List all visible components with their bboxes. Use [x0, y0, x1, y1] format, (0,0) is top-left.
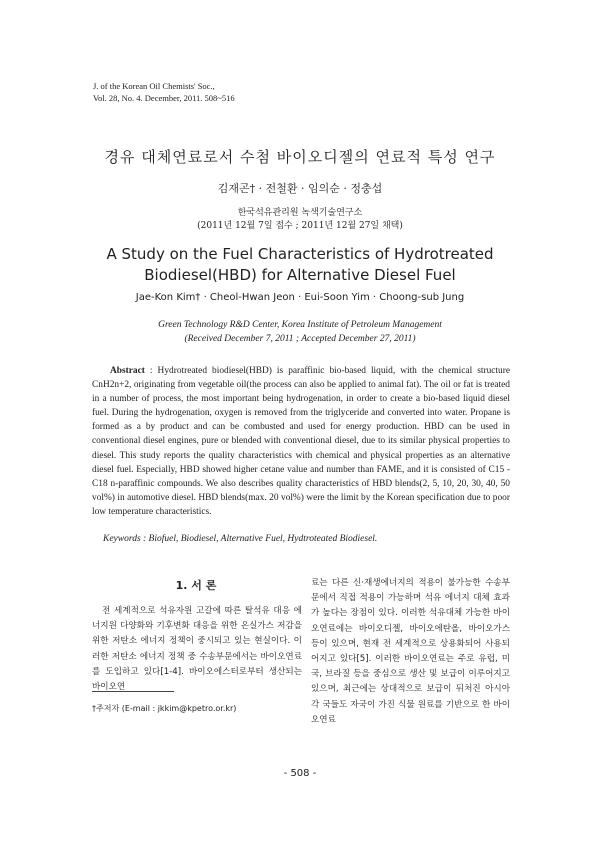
page-number: - 508 - — [283, 768, 317, 779]
journal-line-1: J. of the Korean Oil Chemists' Soc., — [93, 81, 215, 91]
section-heading-introduction: 1. 서 론 — [175, 579, 217, 592]
english-dates: (Received December 7, 2011 ; Accepted December 27, 2011) — [184, 334, 416, 344]
english-title-line-1: A Study on the Fuel Characteristics of Hydrotreated — [106, 245, 494, 263]
abstract-label: Abstract — [110, 366, 145, 376]
korean-affiliation-block — [0, 207, 600, 233]
korean-title: 경유 대체연료로서 수첨 바이오디젤의 연료적 특성 연구 — [104, 148, 496, 166]
journal-citation — [93, 80, 235, 104]
keywords: Keywords : Biofuel, Biodiesel, Alternative Fuel, Hydtroteated Biodiesel. — [103, 534, 378, 544]
english-title — [0, 244, 600, 286]
english-title-line-2: Biodiesel(HBD) for Alternative Diesel Fuel — [144, 266, 456, 284]
korean-affiliation: 한국석유관리원 녹색기술연구소 — [237, 208, 363, 218]
korean-dates: (2011년 12월 7일 접수 ; 2011년 12월 27일 채택) — [197, 221, 403, 231]
body-column-left: 전 세계적으로 석유자원 고갈에 따른 탈석유 대응 에너지원 다양화와 기후변화 대응을 위한 온실가스 저감을 위한 저탄소 에너지 정책이 중시되고 있는 현실이다. 이러한 저탄소 에너지 정책 중 수송부문에서는 바이오연료를 도입하고 있다[1-4]. 바이오에스터로부터 생산되는 바이오연 — [92, 606, 302, 693]
footnote-corresponding-author: †주저자 (E-mail : jkkim@kpetro.or.kr) — [92, 704, 237, 713]
korean-authors: 김재곤† · 전철환 · 임의순 · 정충섭 — [217, 182, 383, 195]
body-column-right: 료는 다른 신·재생에너지의 적용이 불가능한 수송부문에서 직접 적용이 가능하며 석유 에너지 대체 효과가 높다는 장점이 있다. 이러한 석유대체 가능한 바이오연료에는 바이오디젤, 바이오에탄올, 바이오가스 등이 있으며, 현재 전 세계적으로 상용화되어 사용되어지고 있다[5]. 이러한 바이오연료는 주로 유럽, 미국, 브라질 등을 중심으로 생산 및 보급이 이루어지고 있으며, 최근에는 상대적으로 보급이 뒤처진 아시아 각 국들도 자국이 가진 식물 원료를 기반으로 한 바이오연료 — [311, 578, 510, 725]
footnote-divider — [92, 691, 174, 692]
english-authors: Jae-Kon Kim† · Cheol-Hwan Jeon · Eui-Soon Yim · Choong-sub Jung — [135, 292, 465, 303]
journal-line-2: Vol. 28, No. 4. December, 2011. 508~516 — [93, 93, 235, 103]
abstract — [92, 364, 510, 519]
english-affiliation: Green Technology R&D Center, Korea Institute of Petroleum Management — [158, 320, 442, 330]
abstract-text: : Hydrotreated biodiesel(HBD) is paraffinic bio-based liquid, with the chemical structure CnH2n+2, originating from vegetable oil(the process can also be applied to animal fat). The oil or fat is treated in a number of process, the most important being hydrogenation, in order to create a bio-based liquid diesel fuel. During the hydrogenation, oxygen is removed from the triglyceride and converted into water. Propane is formed as a by product and can be combusted and used for energy production. HBD can be used in conventional diesel engines, pure or blended with conventional diesel, due to its similar physical properties to diesel. This study reports the quality characteristics with chemical and physical properties as an alternative diesel fuel. Especially, HBD showed higher cetane value and number than FAME, and it is consisted of C15 - C18 n-paraffinic compounds. We also describes quality characteristics of HBD blends(2, 5, 10, 20, 30, 40, 50 vol%) in automotive diesel. HBD blends(max. 20 vol%) were the limit by the Korean specification due to poor low temperature characteristics. — [92, 366, 511, 517]
english-affiliation-block — [0, 318, 600, 346]
